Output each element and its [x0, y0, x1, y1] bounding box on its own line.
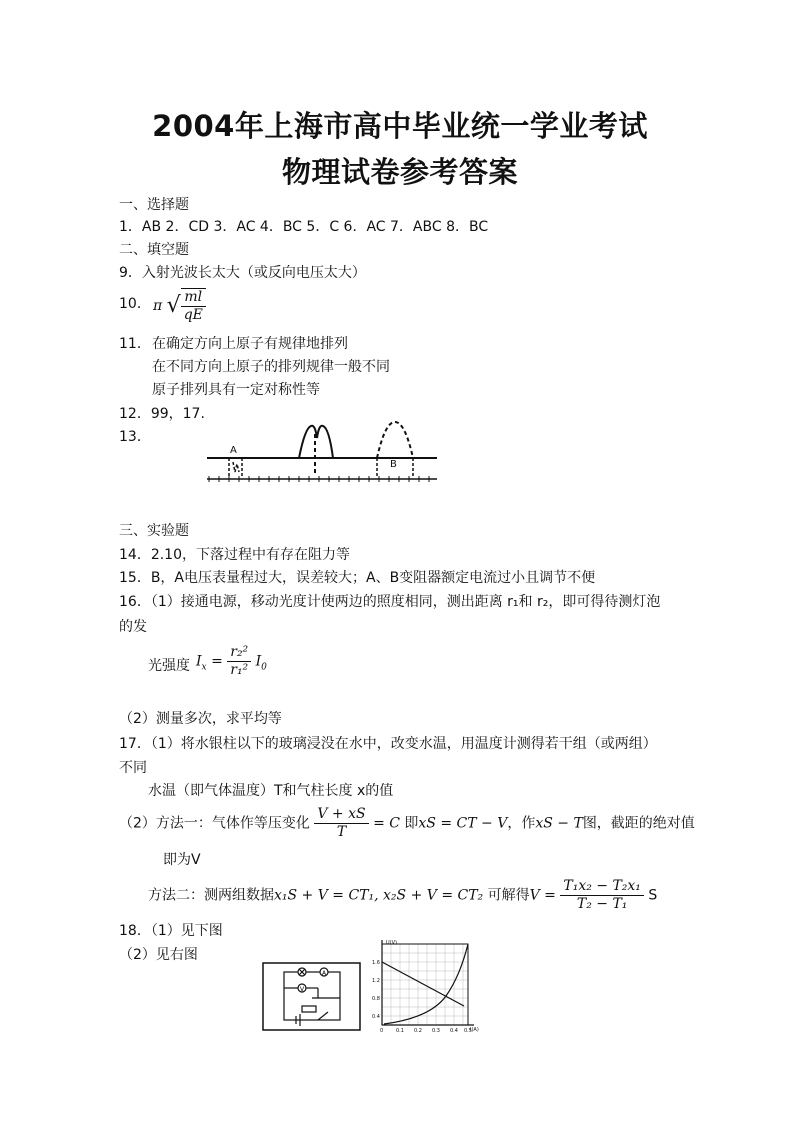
q11-line-2: 在不同方向上原子的排列规律一般不同 [152, 359, 390, 375]
q18-graph-x-axis-label: I(A) [470, 1027, 479, 1033]
q11-line-3: 原子排列具有一定对称性等 [152, 382, 320, 398]
q16-line-1: 16．（1）接通电源，移动光度计使两边的照度相同，测出距离 r₁和 r₂，即可得待测灯泡 [119, 594, 661, 610]
q11-label: 11． [119, 336, 151, 352]
q9-answer: 9．入射光波长太大（或反向电压太大） [119, 265, 366, 281]
q13-wave-figure [205, 418, 445, 488]
section1-answers: 1．AB 2．CD 3．AC 4．BC 5．C 6．AC 7．ABC 8．BC [119, 219, 489, 235]
q12-answer: 12．99，17. [119, 406, 205, 422]
q18-graph-y-tick-1: 1.6 [372, 960, 380, 966]
q18-graph-y-tick-4: 0.4 [372, 1014, 380, 1020]
q18-graph-x-tick-0: 0 [380, 1028, 384, 1034]
q13-label-a: A [230, 445, 237, 456]
page-title-line2: 物理试卷参考答案 [281, 155, 518, 189]
q18-ui-graph [370, 938, 485, 1036]
q18-graph-x-tick-4: 0.4 [450, 1028, 458, 1034]
q14-answer: 14．2.10，下落过程中有存在阻力等 [119, 547, 350, 563]
q13-label-b: B [390, 459, 397, 470]
q18-circuit-label-meter: V [300, 986, 305, 993]
section3-heading: 三、实验题 [119, 523, 189, 539]
q10-denominator: qE [183, 307, 203, 323]
page-title-line1: 2004年上海市高中毕业统一学业考试 [152, 109, 648, 143]
q10-label: 10． [119, 296, 151, 312]
q11-line-1: 在确定方向上原子有规律地排列 [152, 336, 348, 352]
q15-answer: 15．B，A电压表量程过大，误差较大；A、B变阻器额定电流过小且调节不便 [119, 570, 596, 586]
q18-graph-y-tick-3: 0.8 [372, 996, 380, 1002]
q18-line-1: 18．（1）见下图 [119, 923, 223, 939]
q18-graph-y-axis-label: U(V) [386, 940, 397, 946]
q18-graph-y-tick-2: 1.2 [372, 978, 380, 984]
q16-formula-label: 光强度 [148, 658, 190, 674]
q18-line-2: （2）见右图 [119, 947, 198, 963]
q17-method1-line2: 即为V [163, 852, 201, 868]
q17-line-1: 17．（1）将水银柱以下的玻璃浸没在水中，改变水温，用温度计测得若干组（或两组） [119, 736, 657, 752]
section2-heading: 二、填空题 [119, 242, 189, 258]
q18-circuit-figure [262, 962, 362, 1032]
q10-formula: π √ $\frac{ml}{qE}$ [153, 288, 206, 324]
q16-part2: （2）测量多次，求平均等 [119, 711, 282, 727]
q10-numerator: ml [181, 289, 206, 307]
q13-label: 13． [119, 429, 151, 445]
q16-formula: $I_x$ = $\frac{\text{r₂²}}{\text{r₁²}}$ $I_0$ [196, 644, 267, 678]
q18-graph-x-tick-1: 0.1 [396, 1028, 404, 1034]
q18-graph-x-tick-5: 0.5 [464, 1028, 472, 1034]
q18-graph-line [382, 962, 464, 1006]
q18-circuit-label-lamp: A [322, 970, 327, 977]
q13-pulse-b [377, 422, 413, 458]
q18-graph-curve [384, 944, 468, 1024]
q16-line-2: 的发 [119, 619, 147, 635]
q18-graph-x-tick-3: 0.3 [432, 1028, 440, 1034]
q17-method1: （2）方法一：气体作等压变化 $\frac{V + xS}{T}$ = C 即xS = CT − V，作xS − T图，截距的绝对值 [119, 806, 695, 840]
section1-heading: 一、选择题 [119, 197, 189, 213]
q17-line-3: 水温（即气体温度）T和气柱长度 x的值 [148, 783, 394, 799]
q17-method2: 方法二：测两组数据x₁S + V = CT₁, x₂S + V = CT₂ 可解得V = $\frac{\text{T₁x₂ − T₂x₁}}{\text{T₂ − T₁}}$ S [148, 878, 658, 912]
q18-graph-x-tick-2: 0.2 [414, 1028, 422, 1034]
q10-pi: π [153, 298, 163, 314]
q17-line-2: 不同 [119, 760, 147, 776]
